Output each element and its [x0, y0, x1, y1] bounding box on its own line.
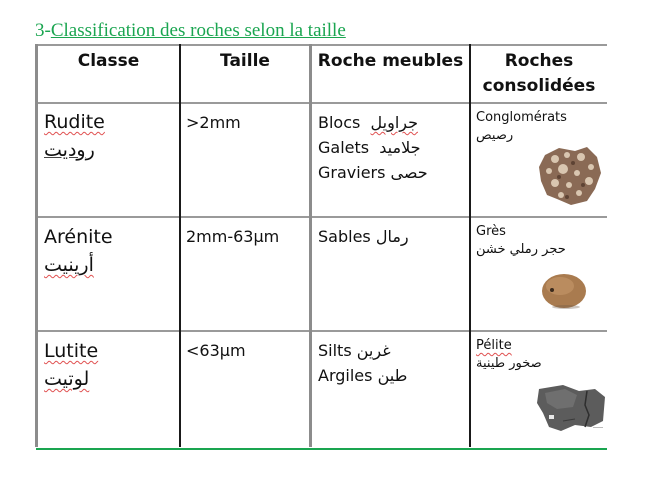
classe-fr: Arénite — [44, 226, 113, 248]
header-roches-line1: Roches — [504, 51, 574, 71]
classe-fr: Lutite — [44, 340, 99, 362]
classe-fr: Rudite — [44, 111, 105, 133]
table-row-rudite-meubles — [318, 110, 428, 185]
table-bottom-border — [36, 448, 607, 450]
consolidee-ar: رصيص — [476, 128, 514, 143]
table-row-lutite-meubles — [318, 338, 407, 388]
pelite-rock-image — [535, 383, 607, 433]
table-row-rudite-classe — [44, 108, 105, 164]
consolidee-ar: حجر رملي خشن — [476, 242, 566, 257]
row-divider — [36, 216, 607, 218]
conglomerate-rock-image — [537, 145, 603, 207]
meuble-item: Sables رمال — [318, 227, 409, 246]
header-classe: Classe — [77, 51, 140, 71]
sandstone-rock-image — [540, 271, 588, 311]
header-roche-meubles: Roche meubles — [317, 51, 464, 71]
row-divider — [36, 102, 607, 104]
table-row-lutite-taille: <63µm — [186, 341, 246, 360]
meuble-item: Argiles طين — [318, 366, 408, 385]
table-row-arenite-consolidee — [476, 223, 566, 259]
row-divider — [36, 330, 607, 332]
header-taille: Taille — [220, 51, 270, 71]
table-row-rudite-taille: >2mm — [186, 113, 241, 132]
consolidee-fr: Grès — [476, 224, 506, 239]
table-row-lutite-classe — [44, 337, 98, 393]
consolidee-fr: Conglomérats — [476, 110, 567, 125]
section-title — [35, 20, 346, 42]
column-divider — [179, 44, 181, 447]
consolidee-ar: صخور طينية — [476, 356, 542, 371]
meuble-item: Galets جلاميد — [318, 138, 421, 157]
header-roches-consolidees — [471, 49, 607, 99]
section-title-text: Classification des roches selon la taille — [50, 20, 346, 41]
table-row-arenite-classe — [44, 223, 113, 279]
table-left-border — [35, 44, 38, 447]
table-row-rudite-consolidee — [476, 109, 567, 145]
meuble-item: Silts غرين — [318, 341, 391, 360]
classe-ar: روديت — [44, 139, 95, 161]
consolidee-fr: Pélite — [476, 338, 512, 353]
section-number: 3- — [35, 20, 51, 41]
table-row-arenite-taille: 2mm-63µm — [186, 227, 280, 246]
meuble-item: Blocs جراويل — [318, 113, 418, 132]
classe-ar: لوتيت — [44, 368, 90, 390]
column-divider — [309, 44, 312, 447]
header-roches-line2: consolidées — [482, 76, 596, 96]
table-row-lutite-consolidee — [476, 337, 542, 373]
table-row-arenite-meubles — [318, 224, 409, 249]
table-top-border — [36, 44, 607, 46]
meuble-item: Graviers حصى — [318, 163, 428, 182]
column-divider — [469, 44, 471, 447]
classe-ar: أرينيت — [44, 254, 94, 276]
